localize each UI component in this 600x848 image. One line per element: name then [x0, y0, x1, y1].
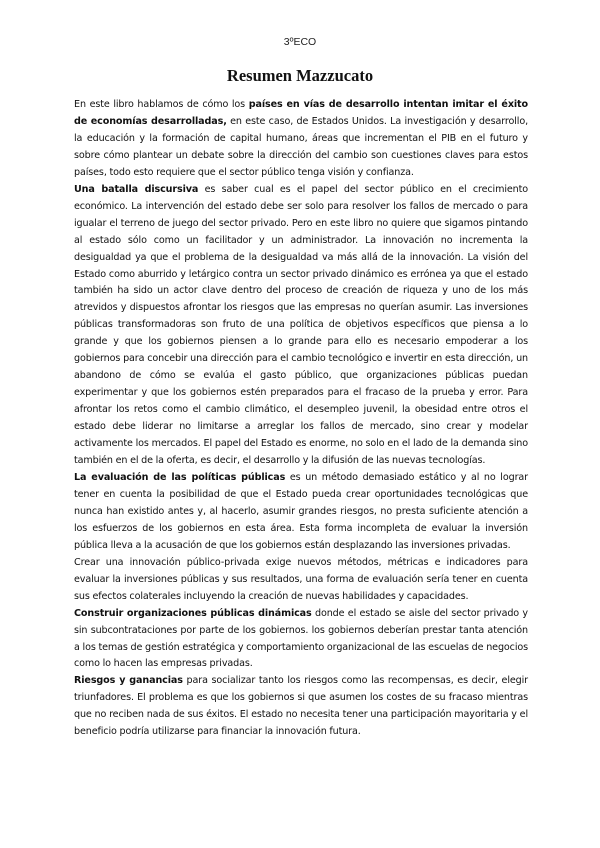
paragraph-text: Crear una innovación público-privada exige nuevos métodos, métricas e indicadores para evaluar la inversiones públicas y sus resultados, una forma de evaluación sería tener en cuenta sus efectos colaterales incluyendo la creación de nuevas habilidades y capacidades. [74, 556, 528, 602]
paragraph-heading: Construir organizaciones públicas dinámicas [74, 607, 312, 619]
page-header: 3ºECO [283, 36, 317, 48]
paragraph-text: para socializar tanto los riesgos como las recompensas, es decir, elegir triunfadores. El problema es que los gobiernos si que asumen los costes de su fracaso mientras que no reciben nada de sus éxitos. El estado no necesita tener una participación mayoritaria y el beneficio podría utilizarse para financiar la innovación futura. [74, 675, 528, 738]
paragraph-evaluacion [74, 470, 528, 555]
paragraph-text: donde el estado se aisle del sector privado y sin subcontrataciones por parte de los gobiernos. los gobiernos deberían prestar tanta atención a los temas de gestión estratégica y comportamiento organizacional de las escuelas de negocios como lo hacen las empresas privadas. [74, 607, 528, 670]
document-body [74, 97, 528, 741]
paragraph-innovacion-publico-privada [74, 555, 528, 606]
paragraph-text: es un método demasiado estático y al no lograr tener en cuenta la posibilidad de que el Estado pueda crear oportunidades tecnológicas que nunca han existido antes y, al hacerlo, asumir grandes riesgos, no presta suficiente atención a los esfuerzos de los gobiernos en esta área. Esta forma incompleta de evaluar la inversión pública lleva a la acusación de que los gobiernos están desplazando las inversiones privadas. [74, 471, 528, 551]
paragraph-riesgos [74, 673, 528, 741]
document-title: Resumen Mazzucato [226, 66, 374, 85]
paragraph-heading: La evaluación de las políticas públicas [74, 471, 286, 483]
paragraph-text: es saber cual es el papel del sector público en el crecimiento económico. La intervención del estado debe ser solo para resolver los fallos de mercado o para igualar el terreno de juego del sector privado. Pero en este libro no quiere que sigamos pintando al estado sólo como un facilitador y un administrador. La innovación no incrementa la desigualdad ya que el problema de la desigualdad va más allá de la innovación. La visión del Estado como aburrido y letárgico contra un sector privado dinámico es errónea ya que el estado también ha sido un actor clave dentro del proceso de creación de riqueza y uno de los más atrevidos y dispuestos afrontar los riesgos que las empresas no querían asumir. Las inversiones públicas transformadoras son fruto de una política de objetivos específicos que piensa a lo grande y que los gobiernos piensen a lo grande para ello es necesario empoderar a los gobiernos para concebir una dirección para el cambio tecnológico e invertir en esta dirección, un abandono de cómo se evalúa el gasto público, que organizaciones públicas puedan experimentar y que los gobiernos estén preparados para el fracaso de la prueba y error. Para afrontar los retos como el cambio climático, el desempleo juvenil, la obesidad entre otros el estado debe liderar no limitarse a arreglar los fallos de mercado, sino crear y modelar activamente los mercados. El papel del Estado es enorme, no solo en el lado de la demanda sino también en el de la oferta, es decir, el desarrollo y la difusión de las nuevas tecnologías. [74, 183, 529, 467]
paragraph-text: en este caso, de Estados Unidos. La investigación y desarrollo, la educación y la formación de capital humano, áreas que incrementan el PIB en el futuro y sobre cómo plantear un debate sobre la dirección del cambio son cuestiones claves para estos países, todo esto requiere que el sector público tenga visión y confianza. [74, 115, 528, 178]
paragraph-heading: Una batalla discursiva [74, 183, 199, 195]
paragraph-intro [74, 97, 528, 182]
paragraph-batalla-discursiva [74, 182, 528, 470]
paragraph-organizaciones [74, 606, 528, 674]
paragraph-heading: Riesgos y ganancias [74, 675, 183, 687]
paragraph-bold-phrase: países en vías de desarrollo intentan imitar el éxito de economías desarrolladas, [74, 99, 528, 127]
paragraph-text: En este libro hablamos de cómo los [74, 99, 249, 110]
